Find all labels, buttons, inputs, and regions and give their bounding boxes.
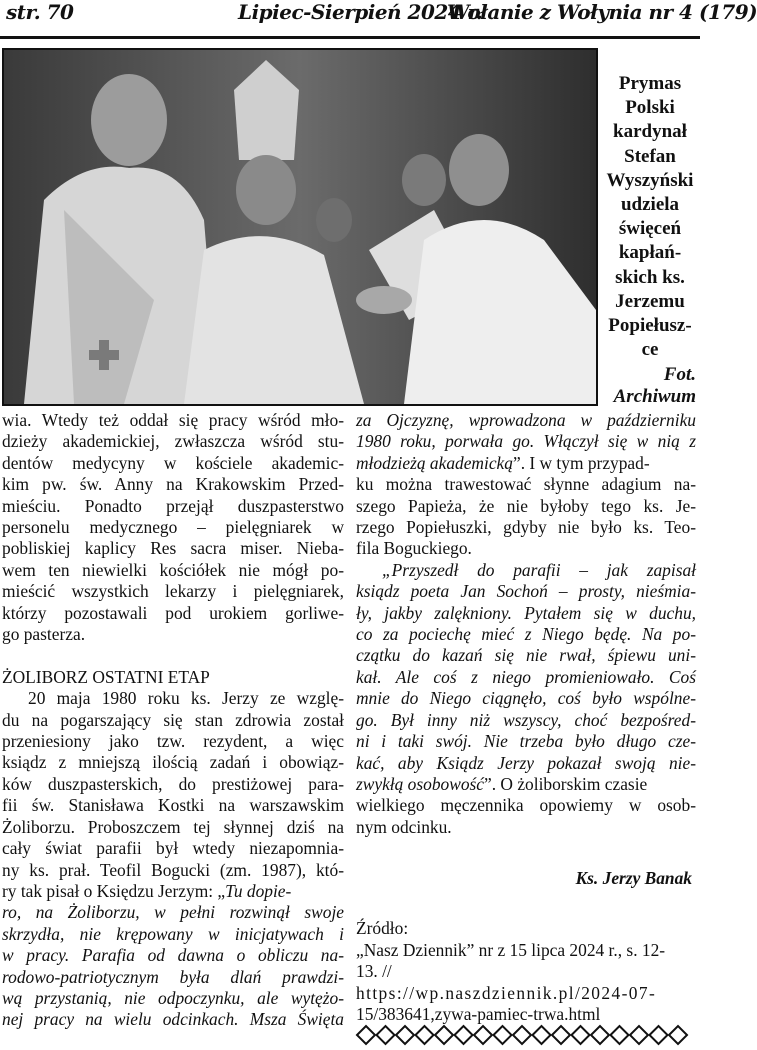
- text-segment: ry tak pisał o Księdzu Jerzym: „: [2, 880, 226, 901]
- text-line: Żoliborzu. Proboszczem tej słynnej dziś na: [2, 816, 344, 837]
- quote-line: w pracy. Parafia od dawna o obliczu na-: [2, 945, 344, 966]
- caption-line: kardynał: [613, 121, 687, 143]
- diamond-mark: [572, 1026, 590, 1044]
- diamond-mark: [455, 1026, 473, 1044]
- caption-line: skich ks.: [615, 266, 685, 288]
- diamond-mark: [435, 1026, 453, 1044]
- caption-line: święceń: [618, 218, 682, 240]
- text-line: mieścić wszystkich lekarzy i pielęgniarek,: [2, 581, 344, 602]
- diamond-mark: [396, 1026, 414, 1044]
- text-line: wem ten niewielki kościółek nie mógł po-: [2, 559, 344, 580]
- quote-line: kać, aby Ksiądz Jerzy pokazał swoją nie-: [356, 752, 696, 773]
- author-signature: Ks. Jerzy Banak: [575, 867, 692, 888]
- text-line: nym odcinku.: [356, 816, 452, 837]
- text-line: pobliskiej kaplicy Res sacra miser. Nieba-: [2, 538, 344, 559]
- text-line: cały świat parafii był wtedy niezapomnia-: [2, 838, 344, 859]
- text-line: ku można trawestować słynne adagium na-: [356, 474, 696, 495]
- quote-line: ni i taki swój. Nie trzeba było długo cze-: [356, 731, 696, 752]
- diamond-mark: [630, 1026, 648, 1044]
- quote-segment: zwykłą osobowość: [356, 773, 485, 794]
- source-link[interactable]: 15/383641,zywa-pamiec-trwa.html: [356, 1003, 601, 1024]
- caption-line: Wyszyński: [606, 169, 694, 191]
- caption-line: Stefan: [624, 145, 676, 167]
- quote-segment: młodzieżą akademicką: [356, 452, 513, 473]
- diamond-mark: [494, 1026, 512, 1044]
- diamond-ornament-border: [356, 1024, 696, 1046]
- text-line: ny ks. prał. Teofil Bogucki (zm. 1987), któ-: [2, 859, 344, 880]
- text-segment: ”. O żoliborskim czasie: [484, 773, 648, 794]
- caption-line: Jerzemu: [615, 290, 685, 312]
- diamond-mark: [513, 1026, 531, 1044]
- quote-line: czątku do kazań się nie rwał, śpiewu uni-: [356, 645, 696, 666]
- header-rule: [0, 36, 700, 39]
- text-line: fila Boguckiego.: [356, 538, 472, 559]
- text-segment: ”. I w tym przypad-: [512, 452, 650, 473]
- section-heading: ŻOLIBORZ OSTATNI ETAP: [2, 666, 210, 687]
- diamond-mark: [611, 1026, 629, 1044]
- text-line: personelu medycznego – pielęgniarek w: [2, 517, 344, 538]
- text-line: 20 maja 1980 roku ks. Jerzy ze wzglę-: [28, 688, 344, 709]
- diamond-mark: [416, 1026, 434, 1044]
- text-line: ków duszpasterskich, do prestiżowej para-: [2, 773, 344, 794]
- text-line: kim pw. św. Anny na Krakowskim Przed-: [2, 474, 344, 495]
- left-column: [2, 410, 344, 1031]
- caption-line: ce: [641, 339, 659, 361]
- quote-line: za Ojczyznę, wprowadzona w październiku: [356, 410, 696, 430]
- source-line: 13. //: [356, 961, 392, 982]
- text-line: du na pogarszający się stan zdrowia został: [2, 709, 344, 730]
- diamond-mark: [650, 1026, 668, 1044]
- quote-line: ksiądz poeta Jan Sochoń – prosty, nieśmia-: [356, 581, 696, 602]
- credit-line: Archiwum: [613, 386, 696, 407]
- source-link[interactable]: https://wp.naszdziennik.pl/2024-07-: [356, 982, 657, 1003]
- caption-line: Popiełusz-: [608, 315, 692, 337]
- quote-line: kał. Ale coś z niego promieniowało. Coś: [356, 666, 696, 687]
- photo-credit: [614, 364, 696, 408]
- text-line: dentów medycyny w kościele akademic-: [2, 452, 344, 473]
- text-line: mieściu. Ponadto przejął duszpasterstwo: [2, 495, 344, 516]
- quote-line: ły, jakby zalękniony. Pytałem się w duchu,: [356, 602, 696, 623]
- text-line: szego Papieża, że nie byłoby tego ks. Je-: [356, 495, 696, 516]
- caption-line: udziela: [620, 194, 680, 216]
- text-line: go pasterza.: [2, 624, 86, 645]
- diamond-mark: [474, 1026, 492, 1044]
- quote-line: „Przyszedł do parafii – jak zapisał: [382, 559, 696, 580]
- magazine-title: Wołanie z Wołynia nr 4 (179): [447, 0, 757, 24]
- text-line: którzy pozostawali pod urokiem gorliwe-: [2, 602, 344, 623]
- ordination-photo: [2, 48, 598, 406]
- source-label: Źródło:: [356, 918, 409, 939]
- text-line: [356, 453, 696, 474]
- source-line: „Nasz Dziennik” nr z 15 lipca 2024 r., s. 12-: [356, 939, 666, 960]
- text-line: [356, 774, 696, 795]
- page-number: str. 70: [6, 0, 74, 24]
- quote-line: wą przystanią, nie odpoczynku, ale wytężo-: [2, 987, 344, 1008]
- diamond-mark: [669, 1026, 687, 1044]
- caption-line: Prymas: [618, 73, 682, 94]
- photo-caption: [600, 72, 700, 362]
- quote-line: ro, na Żoliborzu, w pełni rozwinął swoje: [2, 902, 344, 923]
- quote-segment: Tu dopie-: [225, 880, 292, 901]
- text-line: wielkiego męczennika opowiemy w osob-: [356, 795, 696, 816]
- quote-line: mnie do Niego ciągnęło, coś było wspólne-: [356, 688, 696, 709]
- quote-line: go. Był inny niż wszyscy, choć bezpośred-: [356, 709, 696, 730]
- text-line: fii św. Stanisława Kostki na warszawskim: [2, 795, 344, 816]
- issue-date: Lipiec-Sierpień 2024 r.: [238, 0, 483, 24]
- quote-line: rodowo-patriotycznym była dlań prawdzi-: [2, 966, 344, 987]
- page-header: [0, 0, 757, 40]
- quote-line: skrzydła, nie krępowany w inicjatywach i: [2, 923, 344, 944]
- diamond-mark: [552, 1026, 570, 1044]
- quote-line: nej pracy na wielu odcinkach. Msza Święta: [2, 1009, 344, 1030]
- diamond-mark: [377, 1026, 395, 1044]
- caption-line: kapłań-: [618, 242, 682, 264]
- diamond-mark: [357, 1026, 375, 1044]
- text-line: ksiądz z mniejszą ilością zadań i obowiąz-: [2, 752, 344, 773]
- quote-line: 1980 roku, porwała go. Włączył się w nią z: [356, 431, 696, 452]
- text-line: wia. Wtedy też oddał się pracy wśród mło-: [2, 410, 344, 430]
- right-column: [356, 410, 696, 1025]
- photo-illustration: [4, 50, 596, 404]
- text-line: przeniesiony jako tzw. rezydent, a więc: [2, 731, 344, 752]
- quote-line: co za pociechę mieć z Niego będę. Na po-: [356, 624, 696, 645]
- text-line: [2, 881, 344, 902]
- credit-line: Fot.: [663, 364, 696, 385]
- text-line: rzego Popiełuszki, gdyby nie było ks. Teo-: [356, 517, 696, 538]
- diamond-mark: [591, 1026, 609, 1044]
- caption-line: Polski: [625, 97, 675, 119]
- text-line: dzieży akademickiej, zwłaszcza wśród stu-: [2, 431, 344, 452]
- diamond-mark: [533, 1026, 551, 1044]
